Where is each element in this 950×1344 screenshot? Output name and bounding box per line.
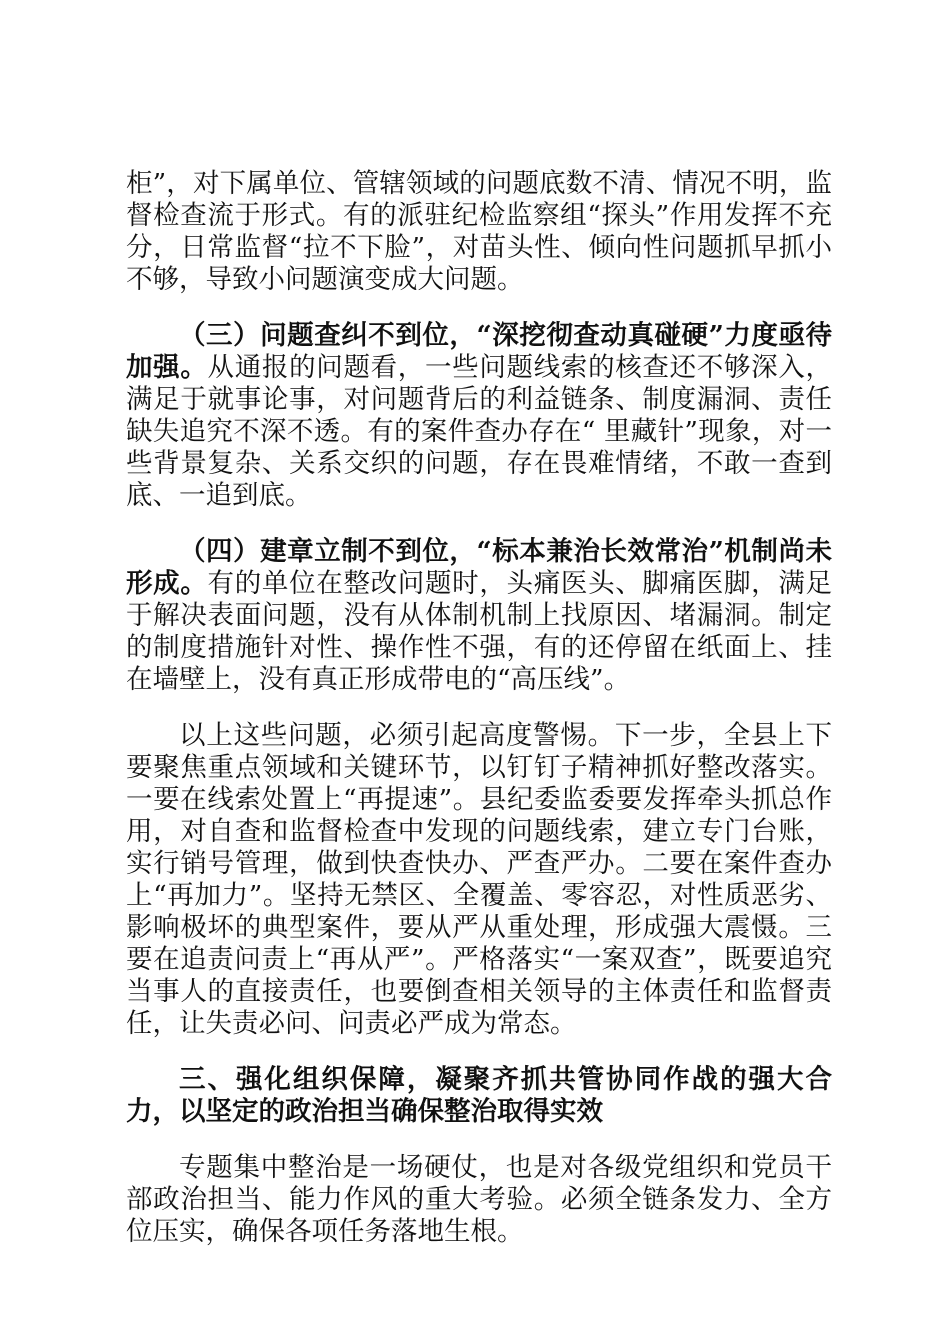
paragraph-section-4: [126, 536, 832, 696]
paragraph-body: 以上这些问题，必须引起高度警惕。下一步，全县上下要聚焦重点领域和关键环节，以钉钉子精神抓好整改落实。一要在线索处置上“再提速”。县纪委监委要发挥牵头抓总作用，对自查和监督检查中发现的问题线索，建立专门台账，实行销号管理，做到快查快办、严查严办。二要在案件查办上“再加力”。坚持无禁区、全覆盖、零容忍，对性质恶劣、影响极坏的典型案件，要从严从重处理，形成强大震慑。三要在追责问责上“再从严”。严格落实“一案双查”，既要追究当事人的直接责任，也要倒查相关领导的主体责任和监督责任，让失责必问、问责必严成为常态。: [126, 720, 832, 1039]
section-heading-3: 三、强化组织保障，凝聚齐抓共管协同作战的强大合力，以坚定的政治担当确保整治取得实效: [126, 1064, 832, 1127]
paragraph-next-steps: [126, 720, 832, 1040]
document-page: [126, 168, 832, 1272]
paragraph-body: 有的单位在整改问题时，头痛医头、脚痛医脚，满足于解决表面问题，没有从体制机制上找原因、堵漏洞。制定的制度措施针对性、操作性不强，有的还停留在纸面上、挂在墙壁上，没有真正形成带电的“高压线”。: [126, 568, 833, 695]
paragraph-body: 柜”，对下属单位、管辖领域的问题底数不清、情况不明，监督检查流于形式。有的派驻纪检监察组“探头”作用发挥不充分，日常监督“拉不下脸”，对苗头性、倾向性问题抓早抓小不够，导致小问题演变成大问题。: [126, 168, 832, 295]
paragraph-lead-heading: （三）问题查纠不到位，“深挖彻查动真碰硬”力度亟待加强。: [126, 320, 832, 383]
paragraph-section-3-intro: [126, 1152, 832, 1248]
paragraph-lead-heading: （四）建章立制不到位，“标本兼治长效常治”机制尚未形成。: [126, 536, 832, 599]
paragraph-body: 从通报的问题看，一些问题线索的核查还不够深入，满足于就事论事，对问题背后的利益链条、制度漏洞、责任缺失追究不深不透。有的案件查办存在“ 里藏针”现象，对一些背景复杂、关系交织的问题，存在畏难情绪，不敢一查到底、一追到底。: [126, 352, 833, 511]
paragraph-continued-supervision: [126, 168, 832, 296]
paragraph-section-3: [126, 320, 832, 512]
paragraph-body: 专题集中整治是一场硬仗，也是对各级党组织和党员干部政治担当、能力作风的重大考验。必须全链条发力、全方位压实，确保各项任务落地生根。: [126, 1152, 832, 1247]
